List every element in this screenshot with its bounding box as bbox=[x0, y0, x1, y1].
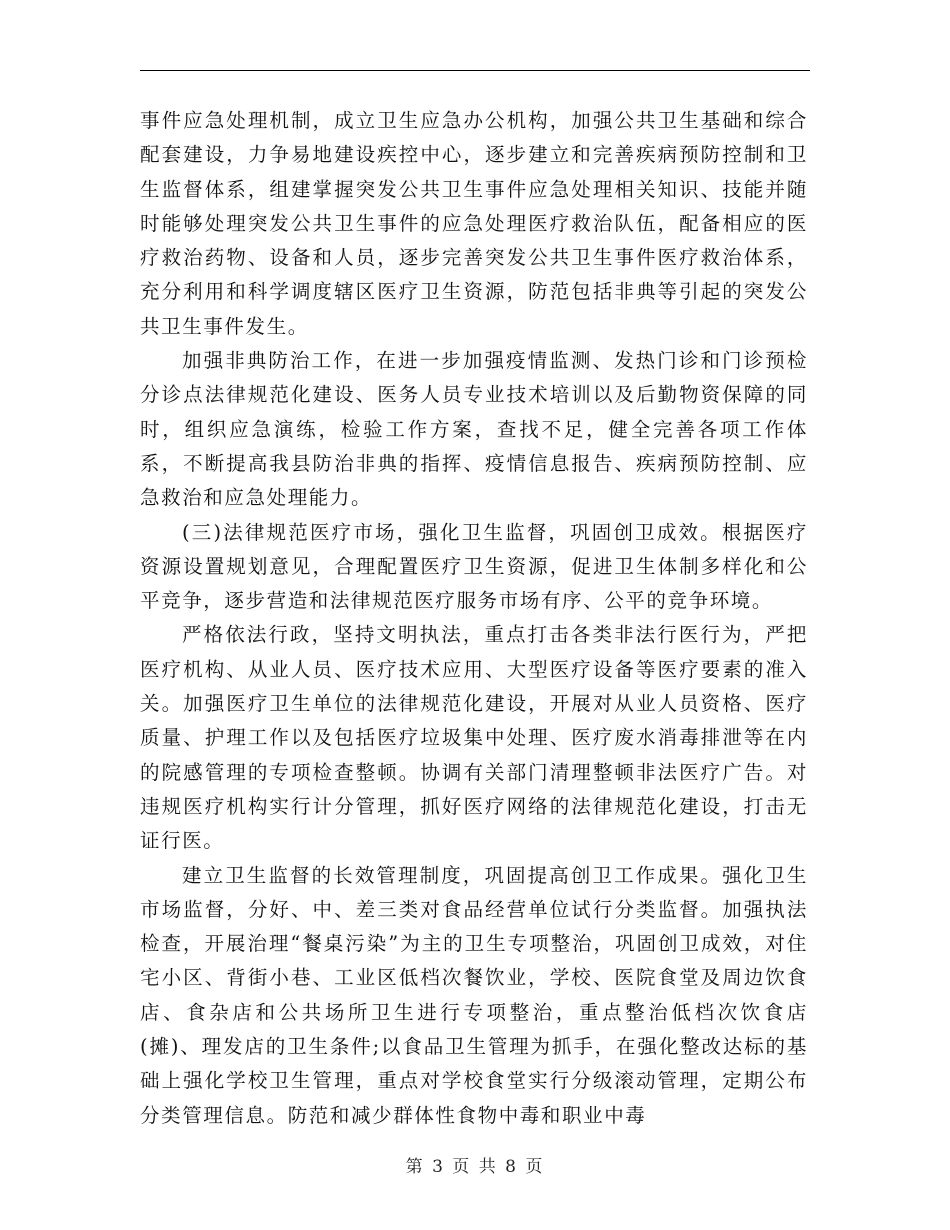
page-number: 第 3 页 共 8 页 bbox=[405, 1157, 545, 1177]
paragraph: 严格依法行政，坚持文明执法，重点打击各类非法行医行为，严把医疗机构、从业人员、医疗技术应用、大型医疗设备等医疗要素的准入关。加强医疗卫生单位的法律规范化建设，开展对从业人员资格、医疗质量、护理工作以及包括医疗垃圾集中处理、医疗废水消毒排泄等在内的院感管理的专项检查整顿。协调有关部门清理整顿非法医疗广告。对违规医疗机构实行计分管理，抓好医疗网络的法律规范化建设，打击无证行医。 bbox=[140, 623, 808, 853]
paragraph: (三)法律规范医疗市场，强化卫生监督，巩固创卫成效。根据医疗资源设置规划意见，合理配置医疗卫生资源，促进卫生体制多样化和公平竞争，逐步营造和法律规范医疗服务市场有序、公平的竞争环境。 bbox=[140, 520, 808, 613]
document-body bbox=[140, 104, 808, 1133]
paragraph: 建立卫生监督的长效管理制度，巩固提高创卫工作成果。强化卫生市场监督，分好、中、差三类对食品经营单位试行分类监督。加强执法检查，开展治理“餐桌污染”为主的卫生专项整治，巩固创卫成效，对住宅小区、背街小巷、工业区低档次餐饮业，学校、医院食堂及周边饮食店、食杂店和公共场所卫生进行专项整治，重点整治低档次饮食店(摊)、理发店的卫生条件;以食品卫生管理为抓手，在强化整改达标的基础上强化学校卫生管理，重点对学校食堂实行分级滚动管理，定期公布分类管理信息。防范和减少群体性食物中毒和职业中毒 bbox=[140, 863, 808, 1127]
paragraph: 事件应急处理机制，成立卫生应急办公机构，加强公共卫生基础和综合配套建设，力争易地建设疾控中心，逐步建立和完善疾病预防控制和卫生监督体系，组建掌握突发公共卫生事件应急处理相关知识、技能并随时能够处理突发公共卫生事件的应急处理医疗救治队伍，配备相应的医疗救治药物、设备和人员，逐步完善突发公共卫生事件医疗救治体系，充分利用和科学调度辖区医疗卫生资源，防范包括非典等引起的突发公共卫生事件发生。 bbox=[140, 109, 808, 338]
paragraph: 加强非典防治工作，在进一步加强疫情监测、发热门诊和门诊预检分诊点法律规范化建设、医务人员专业技术培训以及后勤物资保障的同时，组织应急演练，检验工作方案，查找不足，健全完善各项工作体系，不断提高我县防治非典的指挥、疫情信息报告、疾病预防控制、应急救治和应急处理能力。 bbox=[140, 349, 808, 510]
header-rule bbox=[140, 70, 810, 71]
